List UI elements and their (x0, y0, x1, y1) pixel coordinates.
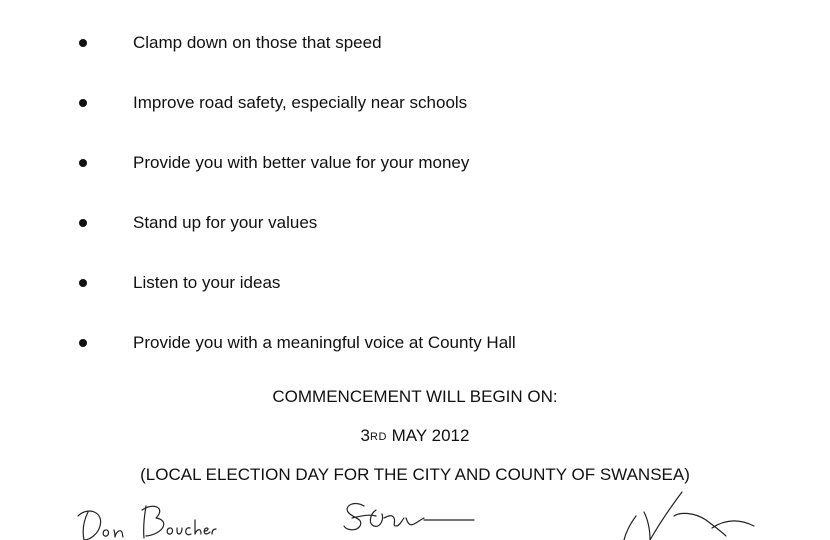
bullet-icon (79, 219, 87, 227)
bullet-icon (79, 339, 87, 347)
list-item (0, 272, 830, 296)
commencement-date (0, 425, 830, 449)
commencement-note: (LOCAL ELECTION DAY FOR THE CITY AND COUNTY OF SWANSEA) (140, 465, 690, 484)
date-day: 3 (360, 426, 371, 445)
date-rest: MAY 2012 (386, 426, 470, 445)
bullet-text: Improve road safety, especially near schools (133, 93, 468, 112)
signature-third (614, 486, 764, 540)
date-suffix: RD (370, 431, 387, 443)
signature-second (340, 498, 480, 540)
bullet-icon (79, 99, 87, 107)
list-item (0, 152, 830, 176)
bullet-text: Provide you with better value for your money (133, 153, 470, 172)
bullet-text: Stand up for your values (133, 213, 318, 232)
bullet-text: Provide you with a meaningful voice at County Hall (133, 333, 516, 352)
bullet-icon (79, 39, 87, 47)
list-item (0, 92, 830, 116)
bullet-icon (79, 279, 87, 287)
signature-don-boucher (74, 498, 224, 540)
bullet-icon (79, 159, 87, 167)
bullet-text: Clamp down on those that speed (133, 33, 382, 52)
list-item (0, 32, 830, 56)
commencement-heading: COMMENCEMENT WILL BEGIN ON: (272, 387, 558, 406)
bullet-text: Listen to your ideas (133, 273, 281, 292)
list-item (0, 212, 830, 236)
list-item (0, 332, 830, 356)
